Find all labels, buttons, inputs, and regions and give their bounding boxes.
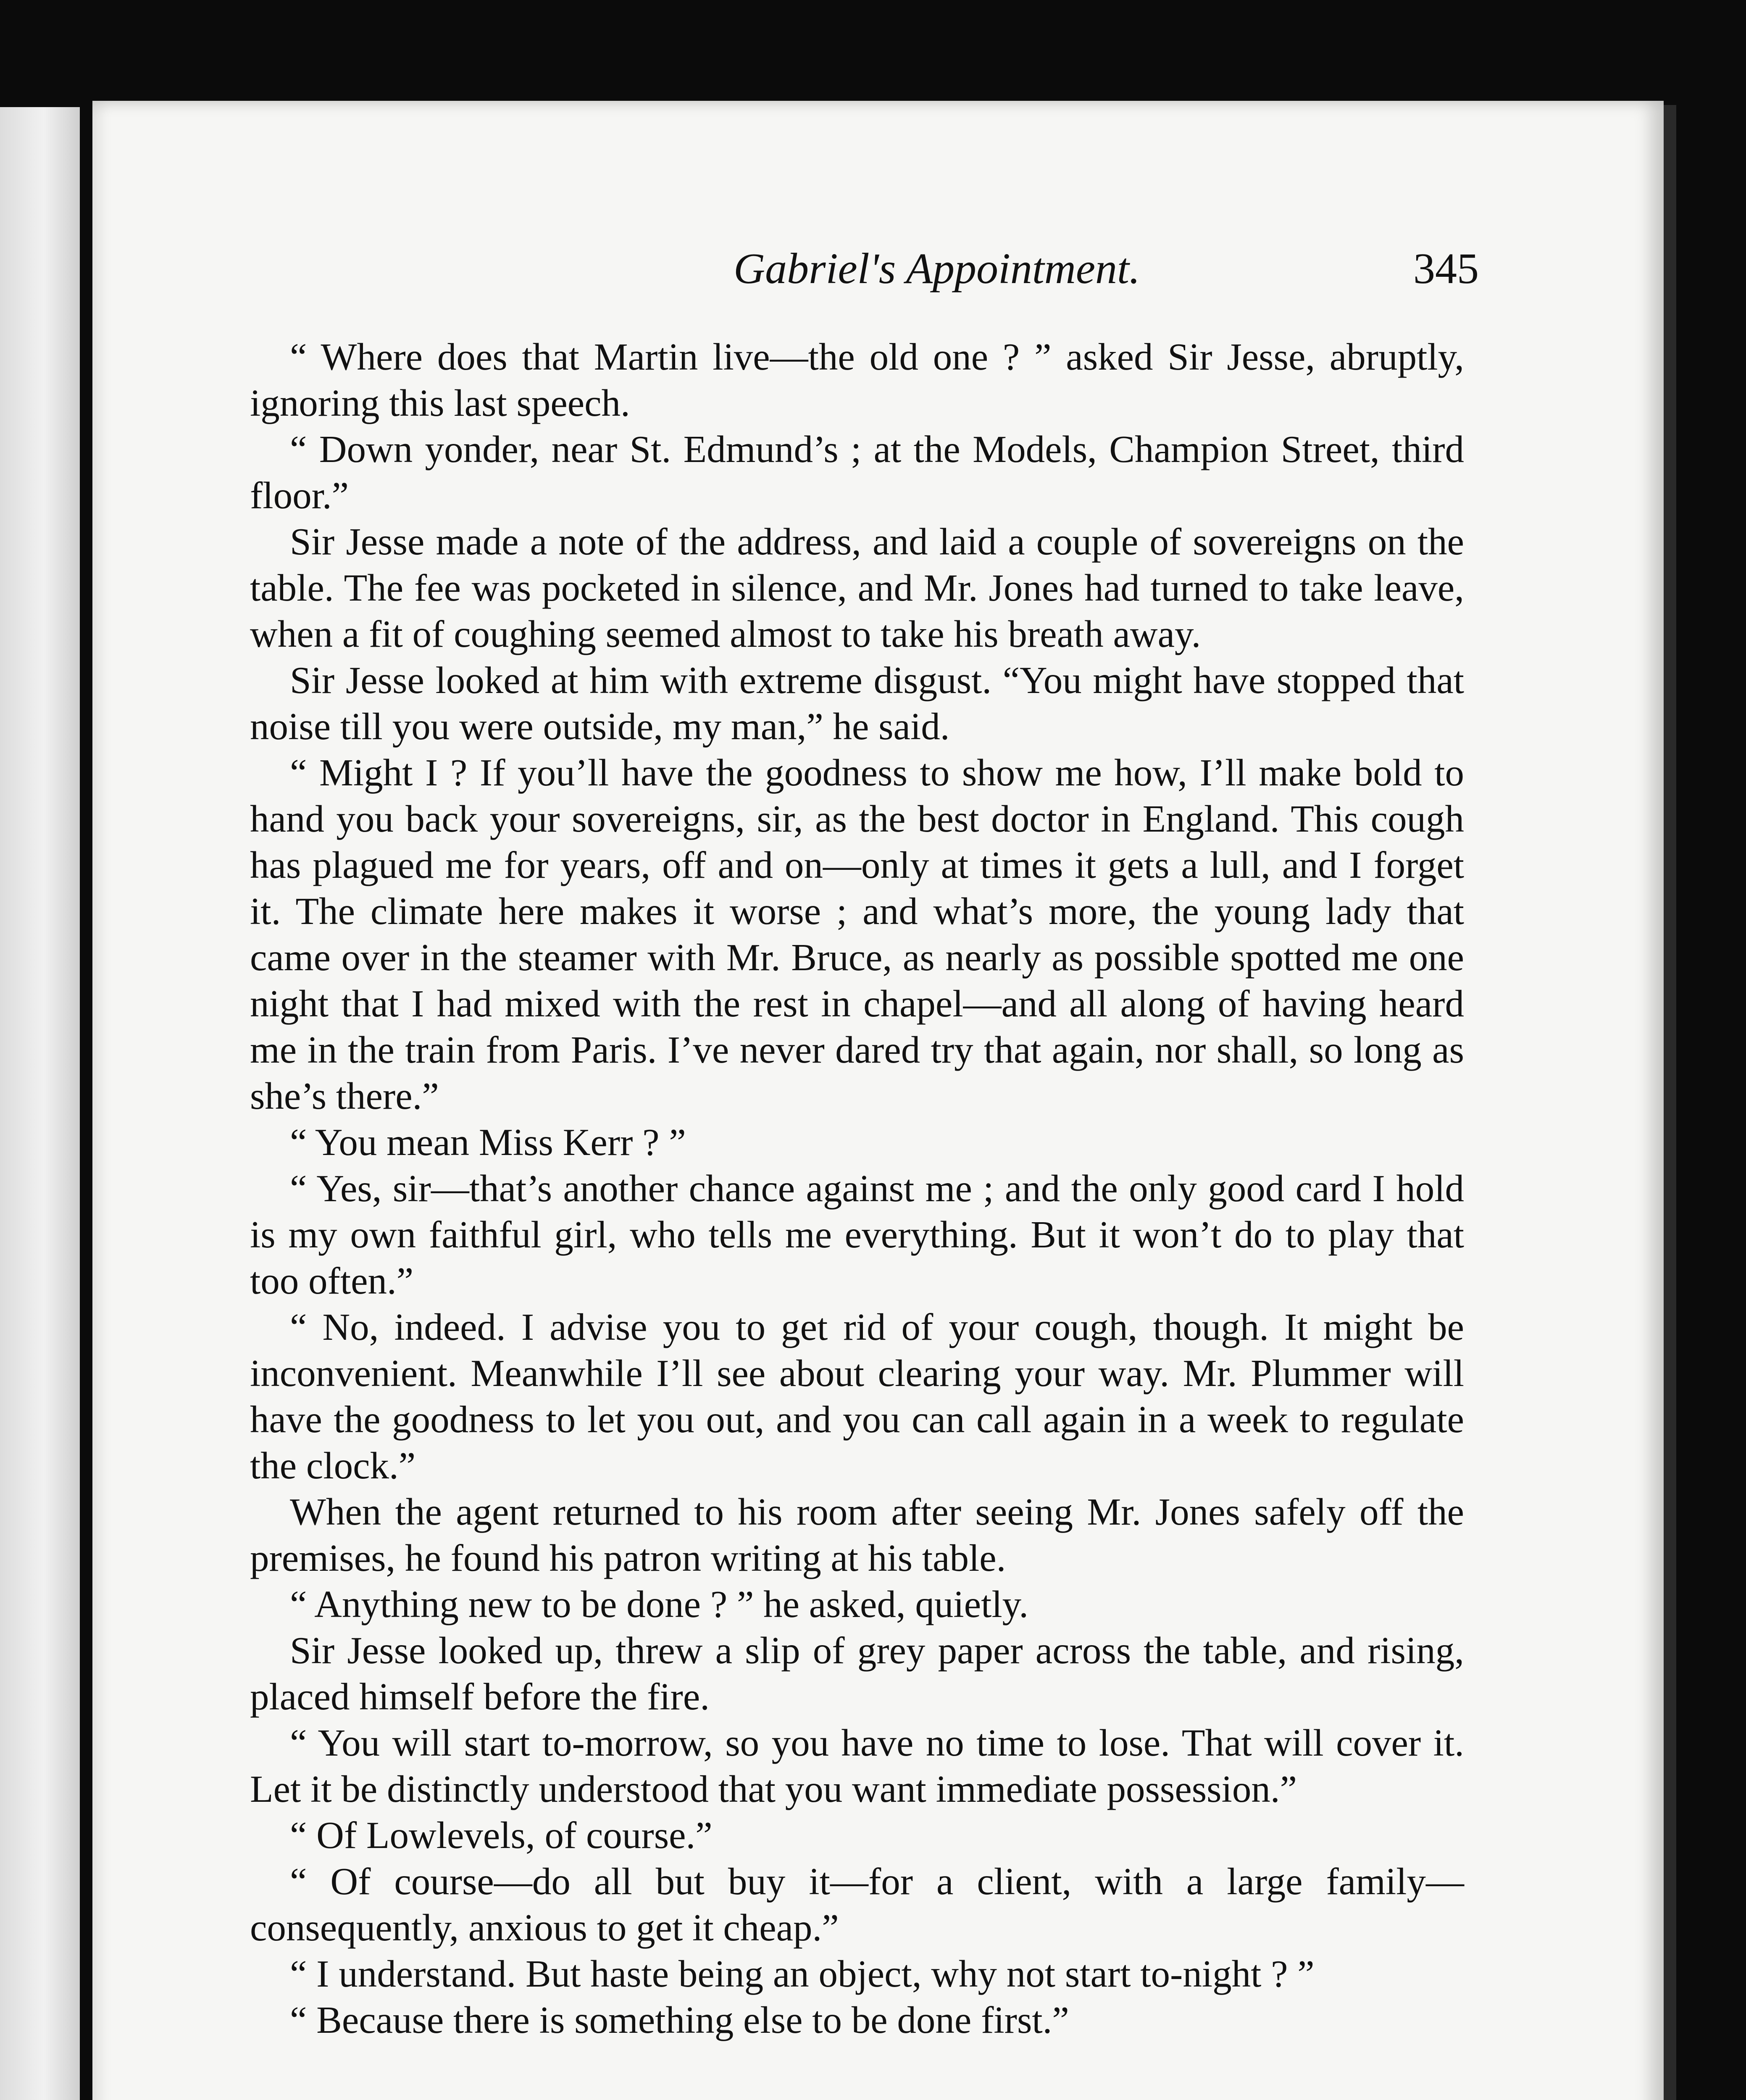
paragraph: Sir Jesse made a note of the address, and laid a couple of sovereigns on the table. The fee was pocketed in silence, and Mr. Jones had turned to take leave, when a fit of coughing seemed almost to take his breath away. (250, 520, 1464, 655)
running-head: Gabriel's Appointment. (734, 244, 1140, 293)
paragraph: Sir Jesse looked up, threw a slip of grey paper across the table, and rising, placed himself before the fire. (250, 1629, 1464, 1718)
paragraph: “ Where does that Martin live—the old one ? ” asked Sir Jesse, abruptly, ignoring this last speech. (250, 336, 1464, 424)
paragraph: “ Anything new to be done ? ” he asked, quietly. (290, 1583, 1029, 1625)
page-binding-edge (1664, 105, 1676, 2100)
paragraph: “ No, indeed. I advise you to get rid of your cough, though. It might be inconvenient. Meanwhile I’ll see about clearing your way. Mr. Plummer will have the goodness to let you out, and you can call again in a week to regulate the clock.” (250, 1306, 1464, 1487)
paragraph: “ You will start to-morrow, so you have no time to lose. That will cover it. Let it be distinctly understood that you want immediate possession.” (250, 1722, 1464, 1810)
page-number: 345 (1413, 244, 1479, 293)
paragraph: “ Of Lowlevels, of course.” (290, 1814, 713, 1856)
previous-page-edge (0, 107, 80, 2100)
paragraph: “ Because there is something else to be done first.” (290, 1999, 1069, 2041)
paragraph: “ Might I ? If you’ll have the goodness to show me how, I’ll make bold to hand you back your sovereigns, sir, as the best doctor in England. This cough has plagued me for years, off and on—only at times it gets a lull, and I forget it. The climate here makes it worse ; and what’s more, the young lady that came over in the steamer with Mr. Bruce, as nearly as possible spotted me one night that I had mixed with the rest in chapel—and all along of having heard me in the train from Paris. I’ve never dared try that again, nor shall, so long as she’s there.” (250, 751, 1464, 1117)
paragraph: “ You mean Miss Kerr ? ” (290, 1121, 686, 1163)
paragraph: “ Of course—do all but buy it—for a client, with a large family—consequently, anxious to get it cheap.” (250, 1860, 1464, 1949)
body-text (250, 334, 1464, 2043)
paragraph: “ I understand. But haste being an object, why not start to-night ? ” (290, 1953, 1315, 1995)
paragraph: “ Yes, sir—that’s another chance against me ; and the only good card I hold is my own faithful girl, who tells me everything. But it won’t do to play that too often.” (250, 1167, 1464, 1302)
paragraph: Sir Jesse looked at him with extreme disgust. “You might have stopped that noise till you were outside, my man,” he said. (250, 659, 1464, 748)
paragraph: “ Down yonder, near St. Edmund’s ; at the Models, Champion Street, third floor.” (250, 428, 1464, 517)
paragraph: When the agent returned to his room after seeing Mr. Jones safely off the premises, he found his patron writing at his table. (250, 1491, 1464, 1579)
